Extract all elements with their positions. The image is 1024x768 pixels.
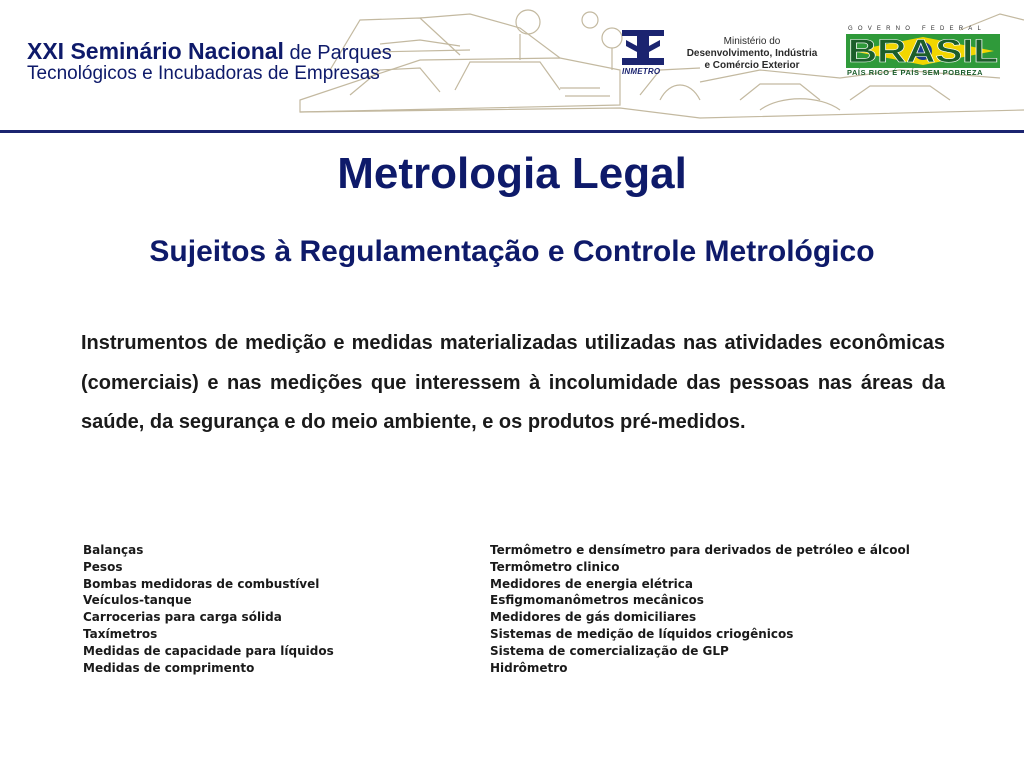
list-item: Sistema de comercialização de GLP — [490, 643, 729, 658]
ministry-logo-text — [672, 36, 832, 72]
list-item: Termômetro e densímetro para derivados de petróleo e álcool — [490, 543, 910, 557]
list-item: Hidrômetro — [490, 660, 568, 675]
list-item: Medidas de comprimento — [83, 660, 255, 675]
list-item: Medidores de energia elétrica — [490, 576, 693, 591]
list-item: Pesos — [83, 559, 123, 574]
slide-header — [0, 0, 1024, 132]
instruments-list-left — [83, 542, 334, 676]
list-item: Medidas de capacidade para líquidos — [83, 643, 334, 658]
event-title-bold: XXI Seminário Nacional — [27, 38, 284, 64]
list-item: Carrocerias para carga sólida — [83, 610, 282, 625]
brasil-logo-icon — [846, 34, 1000, 68]
governo-federal-label: GOVERNO FEDERAL — [848, 26, 987, 32]
list-item: Veículos-tanque — [83, 593, 192, 608]
slide-subtitle: Sujeitos à Regulamentação e Controle Metrológico — [149, 235, 875, 268]
brasil-wordmark: BRASIL — [848, 34, 998, 68]
list-item: Esfigmomanômetros mecânicos — [490, 593, 704, 608]
list-item: Termômetro clinico — [490, 559, 620, 574]
ministry-line1: Ministério do — [723, 36, 781, 47]
ministry-line3: e Comércio Exterior — [704, 60, 800, 71]
event-title — [27, 39, 392, 85]
list-item: Taxímetros — [83, 626, 158, 641]
header-divider — [0, 130, 1024, 133]
inmetro-label: INMETRO — [622, 67, 661, 76]
brasil-tagline: PAÍS RICO É PAÍS SEM POBREZA — [847, 68, 984, 77]
list-item: Bombas medidoras de combustível — [83, 576, 320, 591]
list-item: Medidores de gás domiciliares — [490, 610, 697, 625]
event-title-rest: de Parques — [283, 42, 392, 64]
list-item: Balanças — [83, 543, 144, 557]
event-subtitle: Tecnológicos e Incubadoras de Empresas — [27, 63, 380, 85]
ministry-line2: Desenvolvimento, Indústria — [686, 48, 818, 59]
event-title-line1 — [27, 39, 392, 64]
instruments-list-right — [490, 542, 910, 676]
slide-title: Metrologia Legal — [337, 149, 687, 198]
list-item: Sistemas de medição de líquidos criogênicos — [490, 626, 794, 641]
description-paragraph: Instrumentos de medição e medidas materializadas utilizadas nas atividades econômicas (comerciais) e nas medições que interessem à incolumidade das pessoas nas áreas da saúde, da segurança e do meio ambiente, e os produtos pré-medidos. — [81, 332, 945, 434]
